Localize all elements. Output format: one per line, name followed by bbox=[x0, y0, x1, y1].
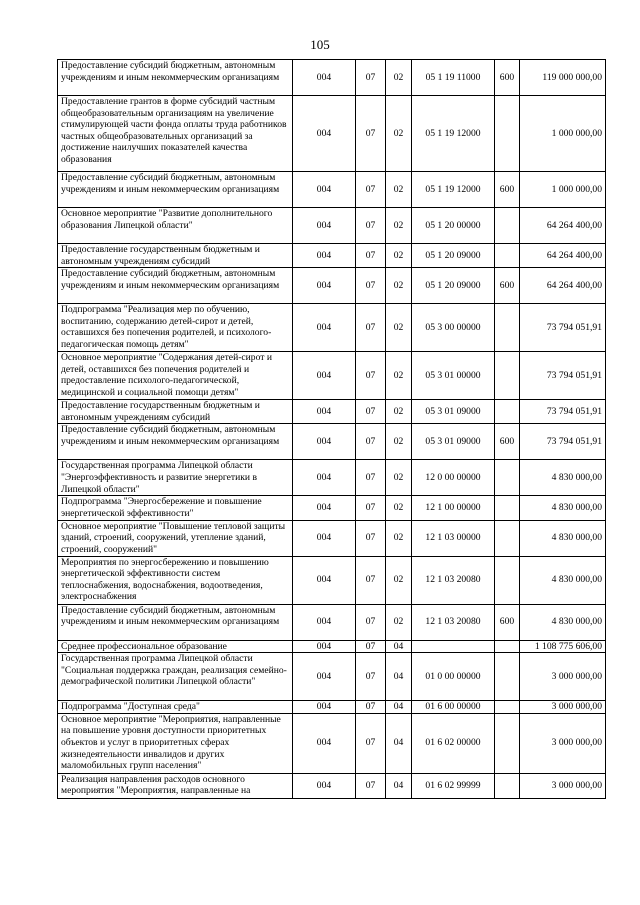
row-name-cell: Предоставление грантов в форме субсидий частным общеобразовательным организациям на увеличение стимулирующей части фонда оплаты труда работников частных общеобразовательных организаций за достижение наилучших показателей качества образования bbox=[58, 96, 293, 172]
expense-type-cell bbox=[495, 773, 520, 798]
table-row bbox=[58, 268, 606, 304]
subsection-cell: 02 bbox=[386, 268, 412, 304]
expense-type-cell: 600 bbox=[495, 172, 520, 208]
amount-cell: 73 794 051,91 bbox=[520, 400, 606, 424]
subsection-cell: 02 bbox=[386, 304, 412, 352]
page-number: 105 bbox=[310, 37, 330, 52]
section-cell: 07 bbox=[356, 460, 386, 496]
row-name-cell: Реализация направления расходов основного мероприятия "Мероприятия, направленные на bbox=[58, 773, 293, 798]
table-row bbox=[58, 172, 606, 208]
table-row bbox=[58, 496, 606, 520]
target-article-cell: 05 1 20 09000 bbox=[412, 244, 495, 268]
table-row bbox=[58, 640, 606, 653]
ministry-code-cell: 004 bbox=[293, 244, 356, 268]
amount-cell: 4 830 000,00 bbox=[520, 520, 606, 556]
subsection-cell: 02 bbox=[386, 424, 412, 460]
expense-type-cell bbox=[495, 400, 520, 424]
row-name-cell: Подпрограмма "Доступная среда" bbox=[58, 701, 293, 714]
expense-type-cell bbox=[495, 653, 520, 701]
row-name-cell: Государственная программа Липецкой области "Энергоэффективность и развитие энергетики в Липецкой области" bbox=[58, 460, 293, 496]
amount-cell: 4 830 000,00 bbox=[520, 604, 606, 640]
amount-cell: 73 794 051,91 bbox=[520, 304, 606, 352]
subsection-cell: 02 bbox=[386, 60, 412, 96]
subsection-cell: 02 bbox=[386, 496, 412, 520]
target-article-cell: 05 1 19 12000 bbox=[412, 96, 495, 172]
ministry-code-cell: 004 bbox=[293, 653, 356, 701]
amount-cell: 1 000 000,00 bbox=[520, 172, 606, 208]
table-row bbox=[58, 713, 606, 773]
section-cell: 07 bbox=[356, 520, 386, 556]
section-cell: 07 bbox=[356, 352, 386, 400]
table-row bbox=[58, 352, 606, 400]
table-row bbox=[58, 556, 606, 604]
section-cell: 07 bbox=[356, 172, 386, 208]
budget-table bbox=[57, 59, 606, 799]
ministry-code-cell: 004 bbox=[293, 496, 356, 520]
table-row bbox=[58, 304, 606, 352]
section-cell: 07 bbox=[356, 701, 386, 714]
subsection-cell: 02 bbox=[386, 400, 412, 424]
table-row bbox=[58, 244, 606, 268]
row-name-cell: Основное мероприятие "Мероприятия, направленные на повышение уровня доступности приоритетных объектов и услуг в приоритетных сферах жизнедеятельности инвалидов и других маломобильных групп населения" bbox=[58, 713, 293, 773]
target-article-cell: 05 1 19 12000 bbox=[412, 172, 495, 208]
ministry-code-cell: 004 bbox=[293, 400, 356, 424]
table-row bbox=[58, 653, 606, 701]
amount-cell: 119 000 000,00 bbox=[520, 60, 606, 96]
expense-type-cell bbox=[495, 208, 520, 244]
amount-cell: 3 000 000,00 bbox=[520, 773, 606, 798]
table-row bbox=[58, 773, 606, 798]
target-article-cell: 12 0 00 00000 bbox=[412, 460, 495, 496]
expense-type-cell: 600 bbox=[495, 424, 520, 460]
amount-cell: 73 794 051,91 bbox=[520, 424, 606, 460]
target-article-cell: 05 1 19 11000 bbox=[412, 60, 495, 96]
subsection-cell: 04 bbox=[386, 773, 412, 798]
subsection-cell: 02 bbox=[386, 172, 412, 208]
target-article-cell: 01 6 02 00000 bbox=[412, 713, 495, 773]
amount-cell: 4 830 000,00 bbox=[520, 496, 606, 520]
subsection-cell: 04 bbox=[386, 653, 412, 701]
subsection-cell: 02 bbox=[386, 520, 412, 556]
expense-type-cell bbox=[495, 352, 520, 400]
section-cell: 07 bbox=[356, 653, 386, 701]
subsection-cell: 02 bbox=[386, 96, 412, 172]
ministry-code-cell: 004 bbox=[293, 172, 356, 208]
row-name-cell: Основное мероприятие "Содержания детей-сирот и детей, оставшихся без попечения родителей и предоставление психолого-педагогической, медицинской и социальной помощи детям" bbox=[58, 352, 293, 400]
subsection-cell: 04 bbox=[386, 640, 412, 653]
ministry-code-cell: 004 bbox=[293, 713, 356, 773]
target-article-cell: 05 3 01 09000 bbox=[412, 400, 495, 424]
ministry-code-cell: 004 bbox=[293, 460, 356, 496]
target-article-cell: 01 0 00 00000 bbox=[412, 653, 495, 701]
table-row bbox=[58, 701, 606, 714]
subsection-cell: 02 bbox=[386, 604, 412, 640]
section-cell: 07 bbox=[356, 400, 386, 424]
subsection-cell: 02 bbox=[386, 460, 412, 496]
section-cell: 07 bbox=[356, 268, 386, 304]
table-row bbox=[58, 400, 606, 424]
expense-type-cell bbox=[495, 496, 520, 520]
ministry-code-cell: 004 bbox=[293, 268, 356, 304]
ministry-code-cell: 004 bbox=[293, 60, 356, 96]
target-article-cell: 05 1 20 00000 bbox=[412, 208, 495, 244]
subsection-cell: 02 bbox=[386, 352, 412, 400]
table-row bbox=[58, 208, 606, 244]
expense-type-cell: 600 bbox=[495, 604, 520, 640]
ministry-code-cell: 004 bbox=[293, 304, 356, 352]
expense-type-cell bbox=[495, 96, 520, 172]
row-name-cell: Основное мероприятие "Развитие дополнительного образования Липецкой области" bbox=[58, 208, 293, 244]
row-name-cell: Предоставление субсидий бюджетным, автономным учреждениям и иным некоммерческим организациям bbox=[58, 268, 293, 304]
row-name-cell: Предоставление субсидий бюджетным, автономным учреждениям и иным некоммерческим организациям bbox=[58, 604, 293, 640]
row-name-cell: Среднее профессиональное образование bbox=[58, 640, 293, 653]
ministry-code-cell: 004 bbox=[293, 208, 356, 244]
subsection-cell: 02 bbox=[386, 208, 412, 244]
amount-cell: 1 108 775 606,00 bbox=[520, 640, 606, 653]
amount-cell: 64 264 400,00 bbox=[520, 244, 606, 268]
subsection-cell: 02 bbox=[386, 556, 412, 604]
section-cell: 07 bbox=[356, 496, 386, 520]
section-cell: 07 bbox=[356, 556, 386, 604]
expense-type-cell bbox=[495, 304, 520, 352]
expense-type-cell bbox=[495, 460, 520, 496]
section-cell: 07 bbox=[356, 713, 386, 773]
section-cell: 07 bbox=[356, 604, 386, 640]
amount-cell: 4 830 000,00 bbox=[520, 556, 606, 604]
expense-type-cell bbox=[495, 640, 520, 653]
amount-cell: 4 830 000,00 bbox=[520, 460, 606, 496]
section-cell: 07 bbox=[356, 773, 386, 798]
ministry-code-cell: 004 bbox=[293, 773, 356, 798]
table-row bbox=[58, 60, 606, 96]
amount-cell: 1 000 000,00 bbox=[520, 96, 606, 172]
row-name-cell: Мероприятия по энергосбережению и повышению энергетической эффективности систем теплоснабжения, водоснабжения, водоотведения, электроснабжения bbox=[58, 556, 293, 604]
row-name-cell: Подпрограмма "Энергосбережение и повышение энергетической эффективности" bbox=[58, 496, 293, 520]
table-row bbox=[58, 460, 606, 496]
ministry-code-cell: 004 bbox=[293, 352, 356, 400]
amount-cell: 3 000 000,00 bbox=[520, 713, 606, 773]
target-article-cell: 12 1 03 20080 bbox=[412, 556, 495, 604]
target-article-cell: 12 1 00 00000 bbox=[412, 496, 495, 520]
target-article-cell: 01 6 02 99999 bbox=[412, 773, 495, 798]
target-article-cell: 01 6 00 00000 bbox=[412, 701, 495, 714]
section-cell: 07 bbox=[356, 208, 386, 244]
section-cell: 07 bbox=[356, 640, 386, 653]
target-article-cell bbox=[412, 640, 495, 653]
target-article-cell: 12 1 03 00000 bbox=[412, 520, 495, 556]
ministry-code-cell: 004 bbox=[293, 556, 356, 604]
target-article-cell: 12 1 03 20080 bbox=[412, 604, 495, 640]
expense-type-cell bbox=[495, 520, 520, 556]
ministry-code-cell: 004 bbox=[293, 701, 356, 714]
target-article-cell: 05 1 20 09000 bbox=[412, 268, 495, 304]
target-article-cell: 05 3 00 00000 bbox=[412, 304, 495, 352]
ministry-code-cell: 004 bbox=[293, 424, 356, 460]
expense-type-cell bbox=[495, 556, 520, 604]
row-name-cell: Государственная программа Липецкой области "Социальная поддержка граждан, реализация семейно-демографической политики Липецкой области" bbox=[58, 653, 293, 701]
table-row bbox=[58, 424, 606, 460]
row-name-cell: Предоставление субсидий бюджетным, автономным учреждениям и иным некоммерческим организациям bbox=[58, 424, 293, 460]
target-article-cell: 05 3 01 09000 bbox=[412, 424, 495, 460]
subsection-cell: 02 bbox=[386, 244, 412, 268]
subsection-cell: 04 bbox=[386, 701, 412, 714]
target-article-cell: 05 3 01 00000 bbox=[412, 352, 495, 400]
ministry-code-cell: 004 bbox=[293, 96, 356, 172]
row-name-cell: Предоставление государственным бюджетным и автономным учреждениям субсидий bbox=[58, 244, 293, 268]
table-row bbox=[58, 520, 606, 556]
ministry-code-cell: 004 bbox=[293, 640, 356, 653]
amount-cell: 73 794 051,91 bbox=[520, 352, 606, 400]
amount-cell: 3 000 000,00 bbox=[520, 701, 606, 714]
table-row bbox=[58, 96, 606, 172]
section-cell: 07 bbox=[356, 304, 386, 352]
expense-type-cell bbox=[495, 701, 520, 714]
subsection-cell: 04 bbox=[386, 713, 412, 773]
section-cell: 07 bbox=[356, 244, 386, 268]
expense-type-cell: 600 bbox=[495, 268, 520, 304]
ministry-code-cell: 004 bbox=[293, 520, 356, 556]
amount-cell: 64 264 400,00 bbox=[520, 208, 606, 244]
amount-cell: 64 264 400,00 bbox=[520, 268, 606, 304]
row-name-cell: Предоставление государственным бюджетным и автономным учреждениям субсидий bbox=[58, 400, 293, 424]
table-row bbox=[58, 604, 606, 640]
expense-type-cell: 600 bbox=[495, 60, 520, 96]
row-name-cell: Основное мероприятие "Повышение тепловой защиты зданий, строений, сооружений, утепление зданий, строений, сооружений" bbox=[58, 520, 293, 556]
expense-type-cell bbox=[495, 713, 520, 773]
expense-type-cell bbox=[495, 244, 520, 268]
row-name-cell: Предоставление субсидий бюджетным, автономным учреждениям и иным некоммерческим организациям bbox=[58, 172, 293, 208]
section-cell: 07 bbox=[356, 424, 386, 460]
section-cell: 07 bbox=[356, 96, 386, 172]
row-name-cell: Предоставление субсидий бюджетным, автономным учреждениям и иным некоммерческим организациям bbox=[58, 60, 293, 96]
ministry-code-cell: 004 bbox=[293, 604, 356, 640]
row-name-cell: Подпрограмма "Реализация мер по обучению, воспитанию, содержанию детей-сирот и детей, оставшихся без попечения родителей, и психолого-педагогическая помощь детям" bbox=[58, 304, 293, 352]
section-cell: 07 bbox=[356, 60, 386, 96]
amount-cell: 3 000 000,00 bbox=[520, 653, 606, 701]
